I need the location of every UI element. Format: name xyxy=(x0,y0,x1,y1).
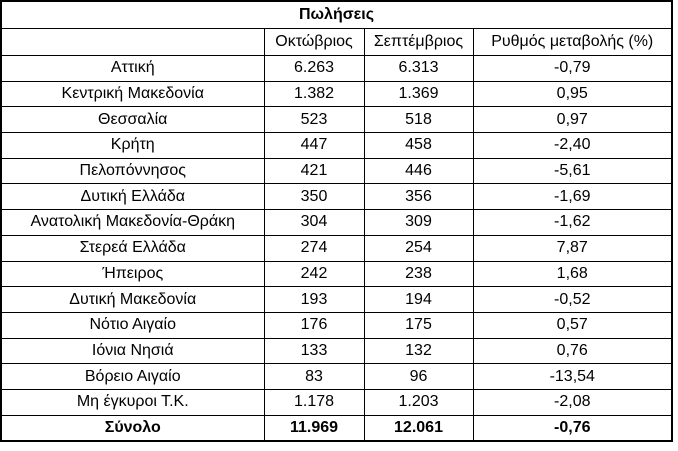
october-cell: 176 xyxy=(264,312,364,338)
change-cell: 1,68 xyxy=(473,261,672,287)
change-cell: 7,87 xyxy=(473,235,672,261)
region-cell: Στερεά Ελλάδα xyxy=(1,235,264,261)
change-cell: -0,52 xyxy=(473,287,672,313)
total-september: 12.061 xyxy=(364,415,473,441)
october-cell: 523 xyxy=(264,107,364,133)
table-row xyxy=(1,133,672,159)
sales-table-body xyxy=(1,1,672,441)
change-cell: -2,08 xyxy=(473,389,672,415)
september-cell: 356 xyxy=(364,184,473,210)
october-cell: 83 xyxy=(264,364,364,390)
october-cell: 421 xyxy=(264,158,364,184)
october-cell: 242 xyxy=(264,261,364,287)
table-row xyxy=(1,81,672,107)
october-cell: 6.263 xyxy=(264,56,364,82)
table-title: Πωλήσεις xyxy=(1,1,672,29)
total-row xyxy=(1,415,672,441)
total-label: Σύνολο xyxy=(1,415,264,441)
region-cell: Ανατολική Μακεδονία-Θράκη xyxy=(1,210,264,236)
september-cell: 96 xyxy=(364,364,473,390)
region-cell: Βόρειο Αιγαίο xyxy=(1,364,264,390)
october-cell: 1.382 xyxy=(264,81,364,107)
total-change: -0,76 xyxy=(473,415,672,441)
table-row xyxy=(1,389,672,415)
region-cell: Κρήτη xyxy=(1,133,264,159)
title-row xyxy=(1,1,672,29)
september-cell: 6.313 xyxy=(364,56,473,82)
region-cell: Νότιο Αιγαίο xyxy=(1,312,264,338)
change-cell: 0,97 xyxy=(473,107,672,133)
september-cell: 458 xyxy=(364,133,473,159)
october-cell: 350 xyxy=(264,184,364,210)
header-cell-september: Σεπτέμβριος xyxy=(364,29,473,56)
table-row xyxy=(1,338,672,364)
table-row xyxy=(1,210,672,236)
region-cell: Θεσσαλία xyxy=(1,107,264,133)
change-cell: 0,95 xyxy=(473,81,672,107)
change-cell: -1,69 xyxy=(473,184,672,210)
change-cell: -0,79 xyxy=(473,56,672,82)
september-cell: 309 xyxy=(364,210,473,236)
october-cell: 447 xyxy=(264,133,364,159)
table-row xyxy=(1,261,672,287)
region-cell: Κεντρική Μακεδονία xyxy=(1,81,264,107)
header-cell-region xyxy=(1,29,264,56)
september-cell: 238 xyxy=(364,261,473,287)
table-row xyxy=(1,56,672,82)
september-cell: 518 xyxy=(364,107,473,133)
october-cell: 133 xyxy=(264,338,364,364)
october-cell: 274 xyxy=(264,235,364,261)
october-cell: 1.178 xyxy=(264,389,364,415)
change-cell: -1,62 xyxy=(473,210,672,236)
region-cell: Ήπειρος xyxy=(1,261,264,287)
change-cell: 0,57 xyxy=(473,312,672,338)
september-cell: 175 xyxy=(364,312,473,338)
region-cell: Δυτική Μακεδονία xyxy=(1,287,264,313)
table-row xyxy=(1,287,672,313)
header-cell-october: Οκτώβριος xyxy=(264,29,364,56)
region-cell: Δυτική Ελλάδα xyxy=(1,184,264,210)
september-cell: 194 xyxy=(364,287,473,313)
region-cell: Αττική xyxy=(1,56,264,82)
september-cell: 1.203 xyxy=(364,389,473,415)
region-cell: Ιόνια Νησιά xyxy=(1,338,264,364)
october-cell: 193 xyxy=(264,287,364,313)
region-cell: Πελοπόννησος xyxy=(1,158,264,184)
september-cell: 446 xyxy=(364,158,473,184)
table-row xyxy=(1,364,672,390)
september-cell: 1.369 xyxy=(364,81,473,107)
change-cell: -5,61 xyxy=(473,158,672,184)
header-row xyxy=(1,29,672,56)
table-row xyxy=(1,184,672,210)
table-row xyxy=(1,235,672,261)
region-cell: Μη έγκυροι Τ.Κ. xyxy=(1,389,264,415)
table-row xyxy=(1,107,672,133)
september-cell: 132 xyxy=(364,338,473,364)
total-october: 11.969 xyxy=(264,415,364,441)
change-cell: -2,40 xyxy=(473,133,672,159)
change-cell: 0,76 xyxy=(473,338,672,364)
table-row xyxy=(1,312,672,338)
header-cell-change: Ρυθμός μεταβολής (%) xyxy=(473,29,672,56)
october-cell: 304 xyxy=(264,210,364,236)
september-cell: 254 xyxy=(364,235,473,261)
change-cell: -13,54 xyxy=(473,364,672,390)
table-row xyxy=(1,158,672,184)
